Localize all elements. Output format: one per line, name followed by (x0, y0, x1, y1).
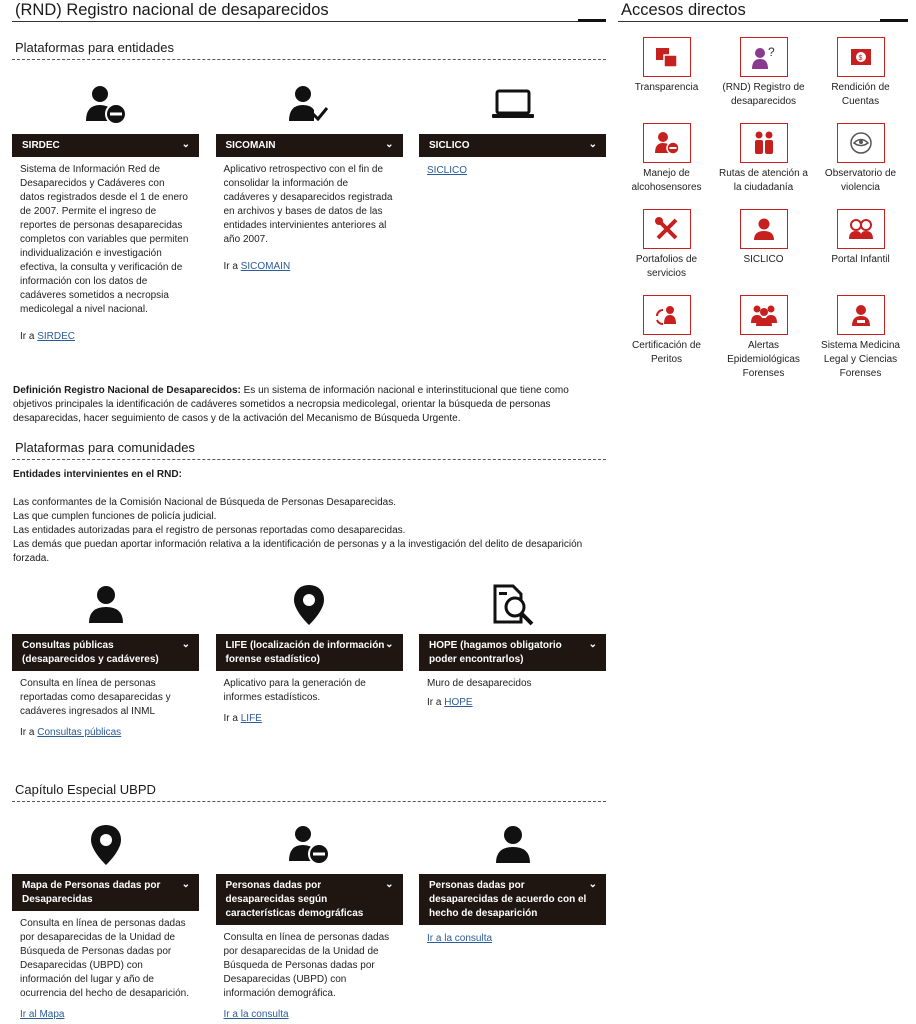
title-accent-bar (880, 19, 908, 22)
chevron-down-icon: ⌄ (588, 879, 597, 890)
shortcut-certificacion[interactable]: Certificación de Peritos (618, 295, 715, 381)
laptop-icon (419, 76, 606, 134)
entity-item: Las demás que puedan aportar información relativa a la identificación de personas y a la investigación del delito de desaparición forzada. (13, 539, 583, 564)
link-siclico[interactable]: SICLICO (427, 165, 468, 176)
user-check-icon (216, 76, 403, 134)
card-link-row: Ir a HOPE (427, 697, 473, 708)
shortcut-portafolios[interactable]: Portafolios de servicios (618, 209, 715, 295)
card-header[interactable]: SIRDEC ⌄ (12, 134, 199, 157)
card-link-row: Ir a LIFE (223, 713, 262, 724)
card-link-row: Ir a SICOMAIN (223, 261, 291, 272)
chevron-down-icon: ⌄ (181, 639, 190, 650)
link-life[interactable]: LIFE (240, 713, 262, 724)
shortcut-observatorio[interactable]: Observatorio de violencia (812, 123, 909, 209)
document-search-icon (419, 576, 606, 634)
card-demograficas (216, 816, 403, 1020)
entity-item: Las conformantes de la Comisión Nacional de Búsqueda de Personas Desaparecidas. (13, 497, 397, 508)
entity-item: Las entidades autorizadas para el registro de personas reportadas como desaparecidas. (13, 525, 406, 536)
card-link-row (419, 157, 606, 176)
card-description: Consulta en línea de personas dadas por desaparecidas de la Unidad de Búsqueda de Personas dadas por Desaparecidas (UBPD) con información demográfica. (223, 932, 390, 999)
map-pin-icon (12, 816, 199, 874)
section-heading-entidades: Plataformas para entidades (12, 38, 606, 60)
map-pin-icon (216, 576, 403, 634)
entity-item: Las que cumplen funciones de policía judicial. (13, 511, 217, 522)
sidebar-accesos-directos (618, 0, 908, 381)
chevron-down-icon: ⌄ (385, 139, 394, 150)
group-icon (740, 295, 788, 335)
card-link-row (12, 1001, 199, 1020)
money-icon (837, 37, 885, 77)
card-description: Consulta en línea de personas reportadas como desaparecidas y cadáveres ingresados al INML (20, 678, 171, 717)
chevron-down-icon: ⌄ (385, 639, 394, 650)
card-description: Aplicativo retrospectivo con el fin de consolidar la información de cadáveres y desaparecidos registrada en archivos y bases de datos de las entidades intervinientes anteriores al año 2007. (223, 164, 393, 245)
entidades-cards (12, 76, 606, 342)
shortcut-rnd[interactable]: ? (RND) Registro de desaparecidos (715, 37, 812, 123)
people-route-icon (740, 123, 788, 163)
link-sicomain[interactable]: SICOMAIN (240, 261, 291, 272)
shortcut-alertas[interactable]: Alertas Epidemiológicas Forenses (715, 295, 812, 381)
children-icon (837, 209, 885, 249)
shortcut-grid (618, 37, 908, 381)
card-link-row (216, 1001, 403, 1020)
card-life (216, 576, 403, 738)
comunidades-cards (12, 576, 606, 738)
chevron-down-icon: ⌄ (181, 879, 190, 890)
sidebar-title: Accesos directos (618, 0, 908, 22)
card-header[interactable]: SICOMAIN ⌄ (216, 134, 403, 157)
user-icon (12, 576, 199, 634)
card-hope (419, 576, 606, 738)
card-description: Aplicativo para la generación de informes estadísticos. (223, 678, 366, 703)
chevron-down-icon: ⌄ (385, 879, 394, 890)
title-accent-bar (578, 19, 606, 22)
link-hope[interactable]: HOPE (444, 697, 473, 708)
card-header[interactable]: SICLICO ⌄ (419, 134, 606, 157)
shortcut-alcohosensores[interactable]: Manejo de alcohosensores (618, 123, 715, 209)
link-consulta-demografica[interactable]: Ir a la consulta (223, 1009, 289, 1020)
card-header[interactable]: Consultas públicas (desaparecidos y cadáveres) ⌄ (12, 634, 199, 671)
chevron-down-icon: ⌄ (588, 139, 597, 150)
card-consultas-publicas (12, 576, 199, 738)
card-header[interactable]: Personas dadas por desaparecidas de acuerdo con el hecho de desaparición ⌄ (419, 874, 606, 925)
card-sicomain (216, 76, 403, 342)
svg-text:$: $ (858, 55, 862, 62)
user-icon (740, 209, 788, 249)
card-mapa (12, 816, 199, 1020)
eye-icon (837, 123, 885, 163)
certification-icon (643, 295, 691, 335)
link-consultas-publicas[interactable]: Consultas públicas (37, 727, 122, 738)
card-description: Sistema de Información Red de Desaparecidos y Cadáveres con datos registrados desde el 1 de enero de 2007. Permite el ingreso de reportes de personas desaparecidas completos con variables que permiten individualización e investigación efectiva, la consulta y verificación de información con los datos de cadáveres sometidos a necropsia medicolegal a nivel nacional. (20, 164, 189, 315)
entities-title: Entidades intervinientes en el RND: (13, 469, 182, 480)
shortcut-portal-infantil[interactable]: Portal Infantil (812, 209, 909, 295)
card-link-row (419, 925, 606, 944)
page-title-text: (RND) Registro nacional de desaparecidos (15, 1, 329, 19)
card-link-row: Ir a Consultas públicas (20, 727, 122, 738)
user-icon (419, 816, 606, 874)
card-header[interactable]: HOPE (hagamos obligatorio poder encontrarlos) ⌄ (419, 634, 606, 671)
card-description: Consulta en línea de personas dadas por desaparecidas de la Unidad de Búsqueda de Personas dadas por Desaparecidas (UBPD) con información del lugar y año de ocurrencia del hecho de desaparición. (20, 918, 189, 999)
tools-icon (643, 209, 691, 249)
user-remove-icon (216, 816, 403, 874)
card-description: Muro de desaparecidos (427, 678, 532, 689)
card-header[interactable]: LIFE (localización de información forense estadístico) ⌄ (216, 634, 403, 671)
shortcut-rendicion[interactable]: $ Rendición de Cuentas (812, 37, 909, 123)
chevron-down-icon: ⌄ (588, 639, 597, 650)
shortcut-rutas[interactable]: Rutas de atención a la ciudadanía (715, 123, 812, 209)
transparency-icon (643, 37, 691, 77)
main-content (12, 0, 606, 1020)
svg-text:?: ? (767, 45, 775, 59)
link-mapa[interactable]: Ir al Mapa (20, 1009, 65, 1020)
user-remove-icon (12, 76, 199, 134)
entities-list (12, 468, 606, 566)
card-siclico (419, 76, 606, 342)
shortcut-transparencia[interactable]: Transparencia (618, 37, 715, 123)
chevron-down-icon: ⌄ (181, 139, 190, 150)
link-sirdec[interactable]: SIRDEC (37, 331, 76, 342)
user-remove-icon (643, 123, 691, 163)
card-header[interactable]: Personas dadas por desaparecidas según características demográficas ⌄ (216, 874, 403, 925)
section-heading-comunidades: Plataformas para comunidades (12, 438, 606, 460)
card-sirdec (12, 76, 199, 342)
shortcut-siclico[interactable]: SICLICO (715, 209, 812, 295)
card-header[interactable]: Mapa de Personas dadas por Desaparecidas ⌄ (12, 874, 199, 911)
shortcut-sistema-medicina[interactable]: Sistema Medicina Legal y Ciencias Forenses (812, 295, 909, 381)
card-hecho-desaparicion (419, 816, 606, 1020)
link-consulta-hecho[interactable]: Ir a la consulta (427, 933, 493, 944)
rnd-definition: Definición Registro Nacional de Desaparecidos: Es un sistema de información nacional e interinstitucional que tiene como objetivos principales la identificación de cadáveres sometidos a necropsia medicolegal, orientar la búsqueda de personas desaparecidas, hacer seguimiento de casos y de la activación del Mecanismo de Búsqueda Urgente. (13, 385, 569, 424)
page-title (12, 0, 606, 22)
ubpd-cards (12, 816, 606, 1020)
section-heading-ubpd: Capítulo Especial UBPD (12, 780, 606, 802)
doctor-icon (837, 295, 885, 335)
user-question-icon (740, 37, 788, 77)
card-link-row: Ir a SIRDEC (20, 331, 76, 342)
